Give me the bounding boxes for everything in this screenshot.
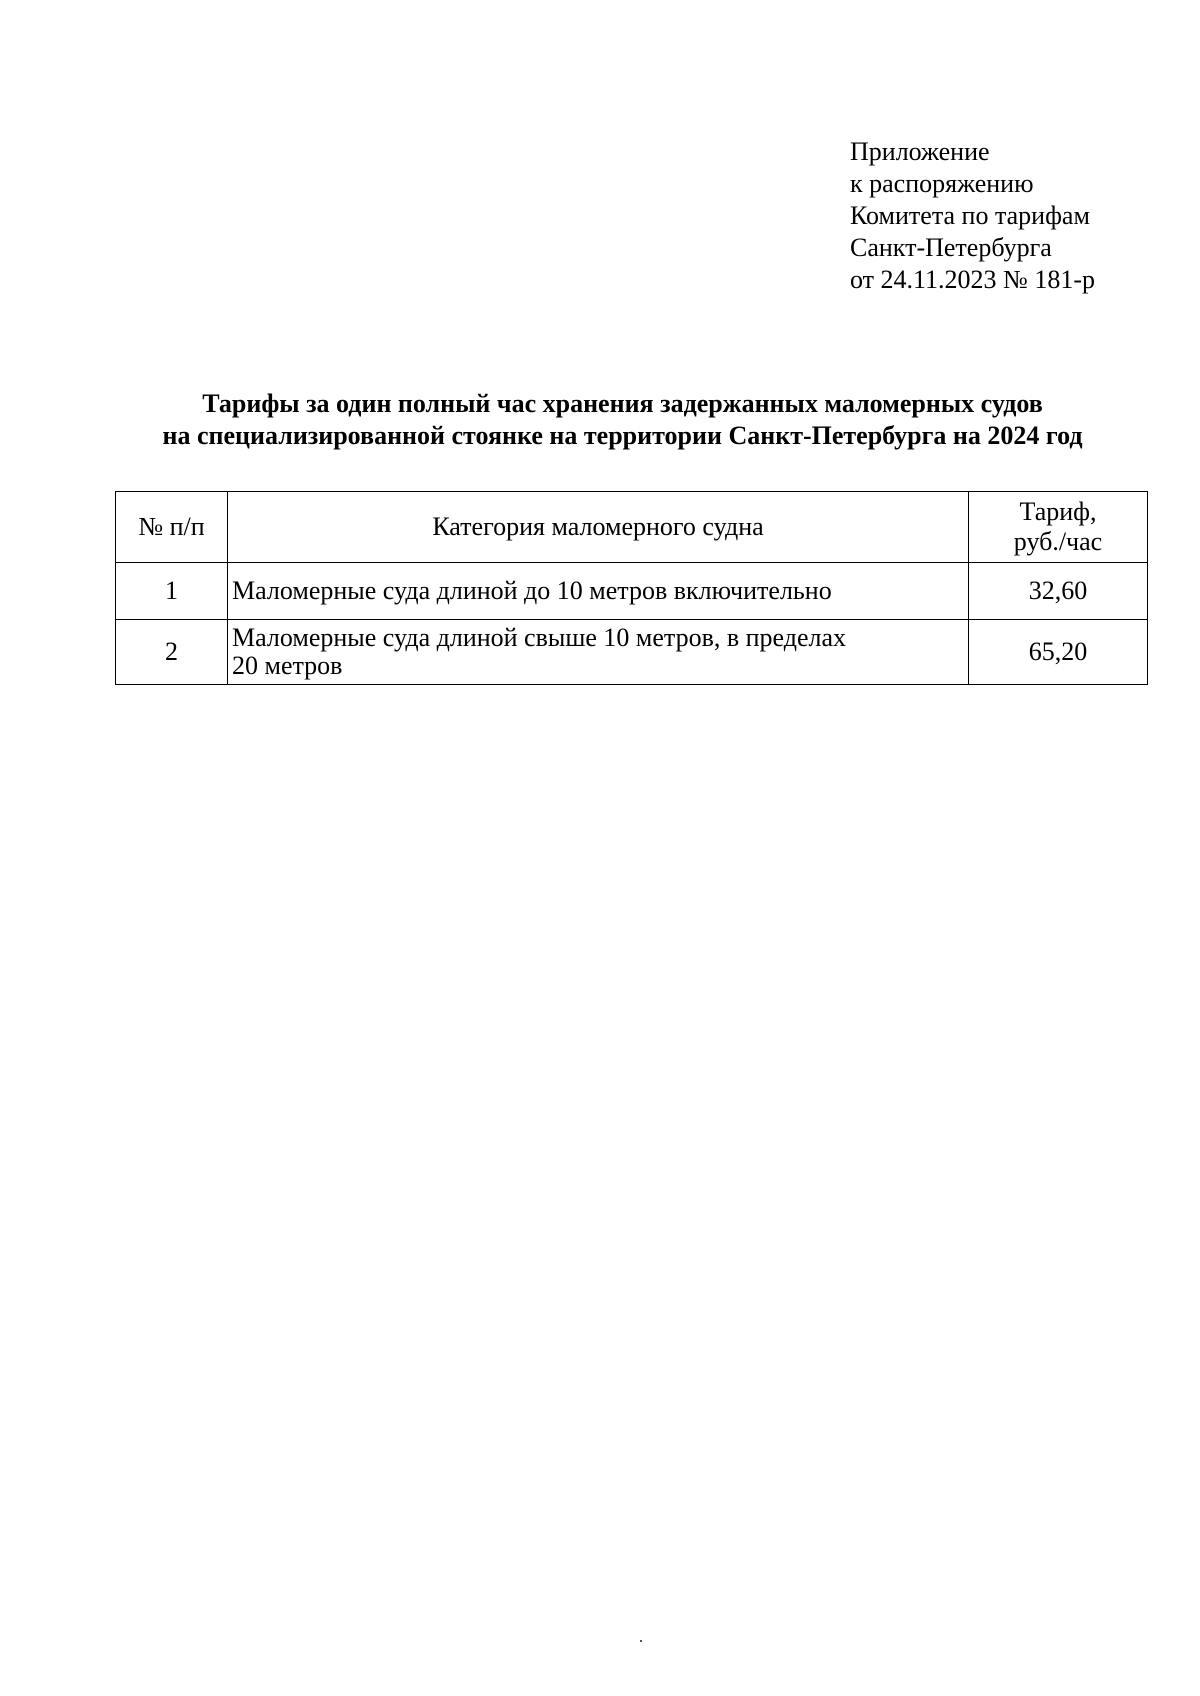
header-category: Категория маломерного судна [228, 492, 969, 563]
row-category-line: 20 метров [232, 651, 343, 680]
title-line: Тарифы за один полный час хранения задержанных маломерных судов [202, 389, 1043, 418]
row-tariff: 65,20 [969, 620, 1148, 685]
appendix-line: Приложение [850, 137, 990, 166]
row-tariff: 32,60 [969, 563, 1148, 620]
header-tariff-line: Тариф, [1019, 497, 1097, 526]
appendix-block [850, 136, 1095, 296]
row-category: Маломерные суда длиной до 10 метров включительно [228, 563, 969, 620]
table-header-row [116, 492, 1148, 563]
scan-speck [640, 1640, 642, 1642]
appendix-line: Комитета по тарифам [850, 201, 1090, 230]
header-tariff [969, 492, 1148, 563]
row-category-line: Маломерные суда длиной свыше 10 метров, в пределах [232, 623, 847, 652]
header-number: № п/п [116, 492, 228, 563]
header-tariff-unit: руб./час [1013, 527, 1103, 556]
row-category [228, 620, 969, 685]
appendix-date-number: от 24.11.2023 № 181-р [850, 265, 1096, 294]
table-row [116, 620, 1148, 685]
row-number: 2 [116, 620, 228, 685]
title-line: на специализированной стоянке на территории Санкт-Петербурга на 2024 год [162, 421, 1083, 450]
appendix-line: Санкт-Петербурга [850, 233, 1052, 262]
tariffs-table [115, 491, 1148, 685]
appendix-line: к распоряжению [850, 169, 1034, 198]
table-row [116, 563, 1148, 620]
document-title [100, 388, 1145, 452]
row-number: 1 [116, 563, 228, 620]
